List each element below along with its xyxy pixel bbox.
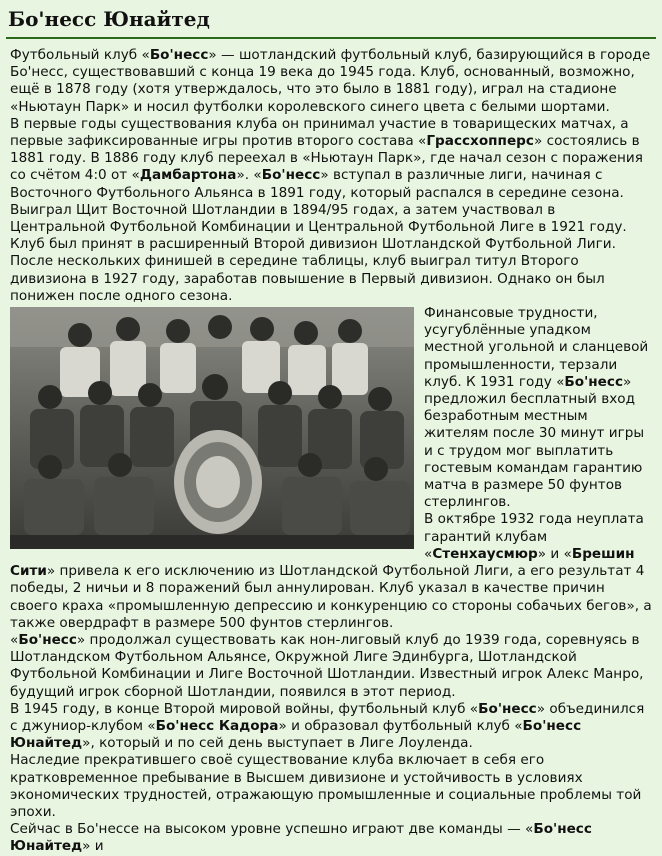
- club-name: Бо'несс: [478, 700, 537, 717]
- club-name: Дамбартона: [139, 167, 237, 184]
- text-run: Финансовые трудности, усугублённые упадком местной угольной и сланцевой промышленности, терзали клуб. К 1931 году «: [424, 305, 649, 390]
- text-run: » предложил бесплатный вход безработным местным жителям после 30 минут игры и с трудом мог выплатить гостевым командам гарантию матча в размере 50 фунтов стерлингов.: [424, 373, 645, 511]
- text-run: » и: [82, 838, 104, 855]
- text-run: » и «: [537, 545, 572, 562]
- text-run: » продолжал существовать как нон-лиговый клуб до 1939 года, соревнуясь в Шотландском Футбольном Альянсе, Окружной Лиге Эдинбурга, Шотландской Футбольной Комбинации и Лиге Восточной Шотландии. Известный игрок Алекс Манро, будущий игрок сборной Шотландии, появился в этот период.: [10, 631, 644, 700]
- paragraph-today: [10, 821, 652, 855]
- club-name: Бо'несс: [18, 631, 77, 648]
- text-run: ». «: [236, 167, 262, 184]
- text-run: В первые годы существования клуба он принимал участие в товарищеских матчах, а первые зафиксированные игры против второго состава «: [10, 115, 629, 150]
- club-name: Бо'несс: [149, 47, 209, 63]
- club-name: Стенхаусмюр: [432, 545, 538, 562]
- text-run: Футбольный клуб «: [10, 47, 150, 63]
- club-name: Бо'несс Юнайтед: [10, 821, 592, 855]
- team-photo: [10, 307, 414, 549]
- text-run: Сейчас в Бо'нессе на высоком уровне успешно играют две команды — «: [10, 821, 534, 838]
- club-name: Бо'несс: [261, 167, 321, 184]
- club-name: Бо'несс Кадора: [155, 717, 279, 734]
- paragraph-league: Клуб был принят в расширенный Второй дивизион Шотландской Футбольной Лиги. После нескольких финишей в середине таблицы, клуб выиграл титул Второго дивизиона в 1927 году, заработав повышение в Первый дивизион. Однако он был понижен после одного сезона.: [10, 236, 616, 304]
- paragraph-merger: [10, 701, 652, 753]
- text-run: » — шотландский футбольный клуб, базирующийся в городе Бо'несс, существовавший с конца 19 века до 1945 года. Клуб, основанный, возможно, ещё в 1878 году (хотя утверждалось, что это было в 1881 году), играл на стадионе «Ньютаун Парк» и носил футболки королевского синего цвета с белыми шортами.: [10, 47, 651, 115]
- club-name: Бо'несс Юнайтед: [10, 717, 582, 752]
- club-name: Бо'несс: [564, 373, 623, 390]
- paragraph-legacy: Наследие прекратившего своё существование клуба включает в себя его кратковременное пребывание в Высшем дивизионе и устойчивость в условиях экономических трудностей, отражающую промышленные и социальные проблемы той эпохи.: [10, 752, 642, 820]
- page-title: Бо'несс Юнайтед: [8, 7, 210, 31]
- paragraph-intro: [10, 47, 652, 116]
- text-run: В 1945 году, в конце Второй мировой войны, футбольный клуб «: [10, 700, 479, 717]
- team-photo-image: [10, 307, 414, 549]
- text-run: В октябре 1932 года неуплата гарантий клубам «: [424, 511, 644, 562]
- text-run: » и образовал футбольный клуб «: [278, 717, 523, 734]
- paragraph-early-years: [10, 116, 652, 236]
- text-run: » привела к его исключению из Шотландской Футбольной Лиги, а его результат 4 победы, 2 ничьи и 8 поражений был аннулирован. Клуб указал в качестве причин своего краха «промышленную депрессию и конкуренцию со стороны собачьих бегов», а также овердрафт в размере 500 фунтов стерлингов.: [10, 563, 652, 631]
- article-body: [0, 39, 662, 856]
- text-run: «: [10, 631, 19, 648]
- text-run: » объединился с джуниор-клубом «: [10, 700, 645, 734]
- club-name: Брешин Сити: [10, 545, 635, 580]
- club-name: Грассхопперс: [426, 133, 534, 150]
- paragraph-nonleague: [10, 632, 652, 701]
- text-run: » вступал в различные лиги, начиная с Восточного Футбольного Альянса в 1891 году, который распался в середине сезона. Выиграл Щит Восточной Шотландии в 1894/95 годах, а затем участвовал в Центральной Футбольной Комбинации и Центральной Футбольной Лиге в 1921 году.: [10, 167, 627, 236]
- text-run: » состоялись в 1881 году. В 1886 году клуб переехал в «Ньютаун Парк», где начал сезон с поражения со счётом 4:0 от «: [10, 133, 643, 184]
- text-run: », который и по сей день выступает в Лиге Лоуленда.: [82, 735, 473, 752]
